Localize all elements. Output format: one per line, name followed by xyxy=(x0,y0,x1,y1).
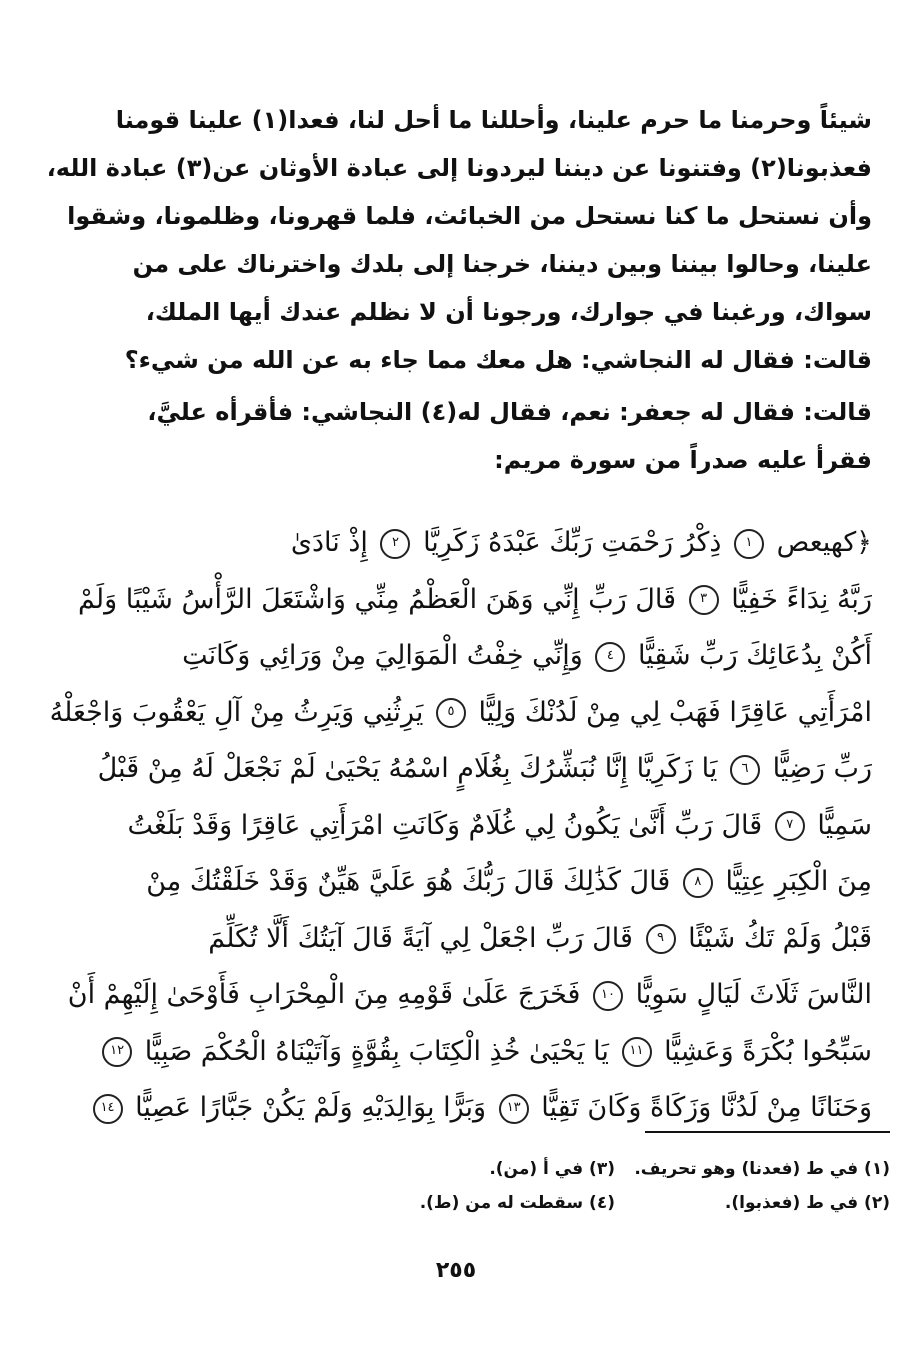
quran-text: يَا يَحْيَىٰ خُذِ الْكِتَابَ بِقُوَّةٍ وَآتَيْنَاهُ الْحُكْمَ صَبِيًّا xyxy=(144,1035,609,1067)
quran-line xyxy=(67,967,872,1024)
text-line: قالت: فقال له جعفر: نعم، فقال له(٤) النجاشي: فأقرأه عليَّ، xyxy=(147,398,872,426)
text-line: شيئاً وحرمنا ما حرم علينا، وأحللنا ما أحل لنا، فعدا(١) علينا قومنا xyxy=(115,106,872,134)
quran-line xyxy=(152,911,872,968)
ayah-number-icon: ٤ xyxy=(595,642,625,672)
quran-passage xyxy=(49,515,872,1137)
quran-line xyxy=(97,741,872,798)
quran-text: يَا زَكَرِيَّا إِنَّا نُبَشِّرُكَ بِغُلَامٍ اسْمُهُ يَحْيَىٰ لَمْ نَجْعَلْ لَهُ مِنْ قَبْلُ xyxy=(97,753,718,784)
quran-line xyxy=(152,515,872,572)
quran-text: قَالَ رَبِّ أَنَّىٰ يَكُونُ لِي غُلَامٌ وَكَانَتِ امْرَأَتِي عَاقِرًا وَقَدْ بَلَغْتُ xyxy=(127,809,763,841)
quran-text: ذِكْرُ رَحْمَتِ رَبِّكَ عَبْدَهُ زَكَرِيَّا xyxy=(423,527,722,558)
quran-line xyxy=(77,572,872,629)
quran-text: رَبِّ رَضِيًّا xyxy=(772,753,872,784)
text-line: وأن نستحل ما كنا نستحل من الخبائث، فلما قهرونا، وظلمونا، وشقوا xyxy=(67,202,872,230)
paragraph-2 xyxy=(147,388,872,484)
text-line: قالت: فقال له النجاشي: هل معك مما جاء به عن الله من شيء؟ xyxy=(124,346,872,374)
footnotes xyxy=(340,1152,890,1220)
quran-text: أَكُنْ بِدُعَائِكَ رَبِّ شَقِيًّا xyxy=(637,640,872,671)
page-number: ٢٥٥ xyxy=(435,1258,477,1283)
footnote-2: (٢) في ط (فعذبوا). xyxy=(724,1193,890,1213)
quran-text: قَبْلُ وَلَمْ تَكُ شَيْئًا xyxy=(688,922,872,954)
quran-text: سَمِيًّا xyxy=(817,809,872,841)
quran-text: قَالَ رَبِّ اجْعَلْ لِي آيَةً قَالَ آيَتُكَ أَلَّا تُكَلِّمَ xyxy=(208,922,633,954)
quran-line xyxy=(127,798,872,855)
footnote-row xyxy=(340,1186,890,1220)
quran-text: وَبَرًّا بِوَالِدَيْهِ وَلَمْ يَكُنْ جَبَّارًا عَصِيًّا xyxy=(135,1092,487,1123)
ayah-number-icon: ١٠ xyxy=(593,981,623,1011)
ayah-number-icon: ١٤ xyxy=(93,1094,123,1124)
ayah-number-icon: ٩ xyxy=(646,924,676,954)
quran-text: مِنَ الْكِبَرِ عِتِيًّا xyxy=(725,866,872,897)
text-line: فعذبونا(٢) وفتنونا عن ديننا ليردونا إلى عبادة الأوثان عن(٣) عبادة الله، xyxy=(46,154,872,182)
footnote-4: (٤) سقطت له من (ط). xyxy=(419,1193,615,1213)
quran-text: ﴿كهيعص xyxy=(776,527,872,558)
quran-text: النَّاسَ ثَلَاثَ لَيَالٍ سَوِيًّا xyxy=(635,979,872,1010)
ayah-number-icon: ١٣ xyxy=(499,1094,529,1124)
quran-line xyxy=(110,1024,872,1081)
footnote-1: (١) في ط (فعدنا) وهو تحريف. xyxy=(634,1159,890,1179)
ayah-number-icon: ١١ xyxy=(622,1037,652,1067)
ayah-number-icon: ١٢ xyxy=(102,1037,132,1067)
ayah-number-icon: ٥ xyxy=(436,698,466,728)
quran-line xyxy=(49,685,872,742)
quran-text: قَالَ رَبِّ إِنِّي وَهَنَ الْعَظْمُ مِنِّي وَاشْتَعَلَ الرَّأْسُ شَيْبًا وَلَمْ xyxy=(77,583,676,615)
ayah-number-icon: ٨ xyxy=(683,868,713,898)
footnote-3: (٣) في أ (من). xyxy=(489,1159,615,1179)
quran-line xyxy=(152,628,872,685)
ayah-number-icon: ١ xyxy=(734,529,764,559)
ayah-number-icon: ٢ xyxy=(380,529,410,559)
footnote-row xyxy=(340,1152,890,1186)
text-line: علينا، وحالوا بيننا وبين ديننا، خرجنا إلى بلدك واخترناك على من xyxy=(132,250,872,278)
ayah-number-icon: ٧ xyxy=(775,811,805,841)
text-line: فقرأ عليه صدراً من سورة مريم: xyxy=(494,446,872,474)
footnote-divider xyxy=(645,1131,890,1133)
quran-text: وَحَنَانًا مِنْ لَدُنَّا وَزَكَاةً وَكَانَ تَقِيًّا xyxy=(541,1092,872,1123)
quran-text: يَرِثُنِي وَيَرِثُ مِنْ آلِ يَعْقُوبَ وَاجْعَلْهُ xyxy=(49,696,424,728)
quran-text: قَالَ كَذَٰلِكَ قَالَ رَبُّكَ هُوَ عَلَيَّ هَيِّنٌ وَقَدْ خَلَقْتُكَ مِنْ xyxy=(146,866,671,897)
quran-text: إِذْ نَادَىٰ xyxy=(290,527,368,558)
quran-text: امْرَأَتِي عَاقِرًا فَهَبْ لِي مِنْ لَدُنْكَ وَلِيًّا xyxy=(478,696,872,728)
text-line: سواك، ورغبنا في جوارك، ورجونا أن لا نظلم عندك أيها الملك، xyxy=(145,298,872,326)
paragraph-1 xyxy=(46,96,872,384)
quran-text: وَإِنِّي خِفْتُ الْمَوَالِيَ مِنْ وَرَائِي وَكَانَتِ xyxy=(182,640,583,671)
ayah-number-icon: ٦ xyxy=(730,755,760,785)
quran-line xyxy=(146,854,872,911)
quran-line xyxy=(100,1080,872,1137)
quran-text: فَخَرَجَ عَلَىٰ قَوْمِهِ مِنَ الْمِحْرَابِ فَأَوْحَىٰ إِلَيْهِمْ أَنْ xyxy=(67,979,581,1010)
ayah-number-icon: ٣ xyxy=(689,585,719,615)
quran-text: رَبَّهُ نِدَاءً خَفِيًّا xyxy=(731,583,872,615)
quran-text: سَبِّحُوا بُكْرَةً وَعَشِيًّا xyxy=(664,1035,872,1067)
